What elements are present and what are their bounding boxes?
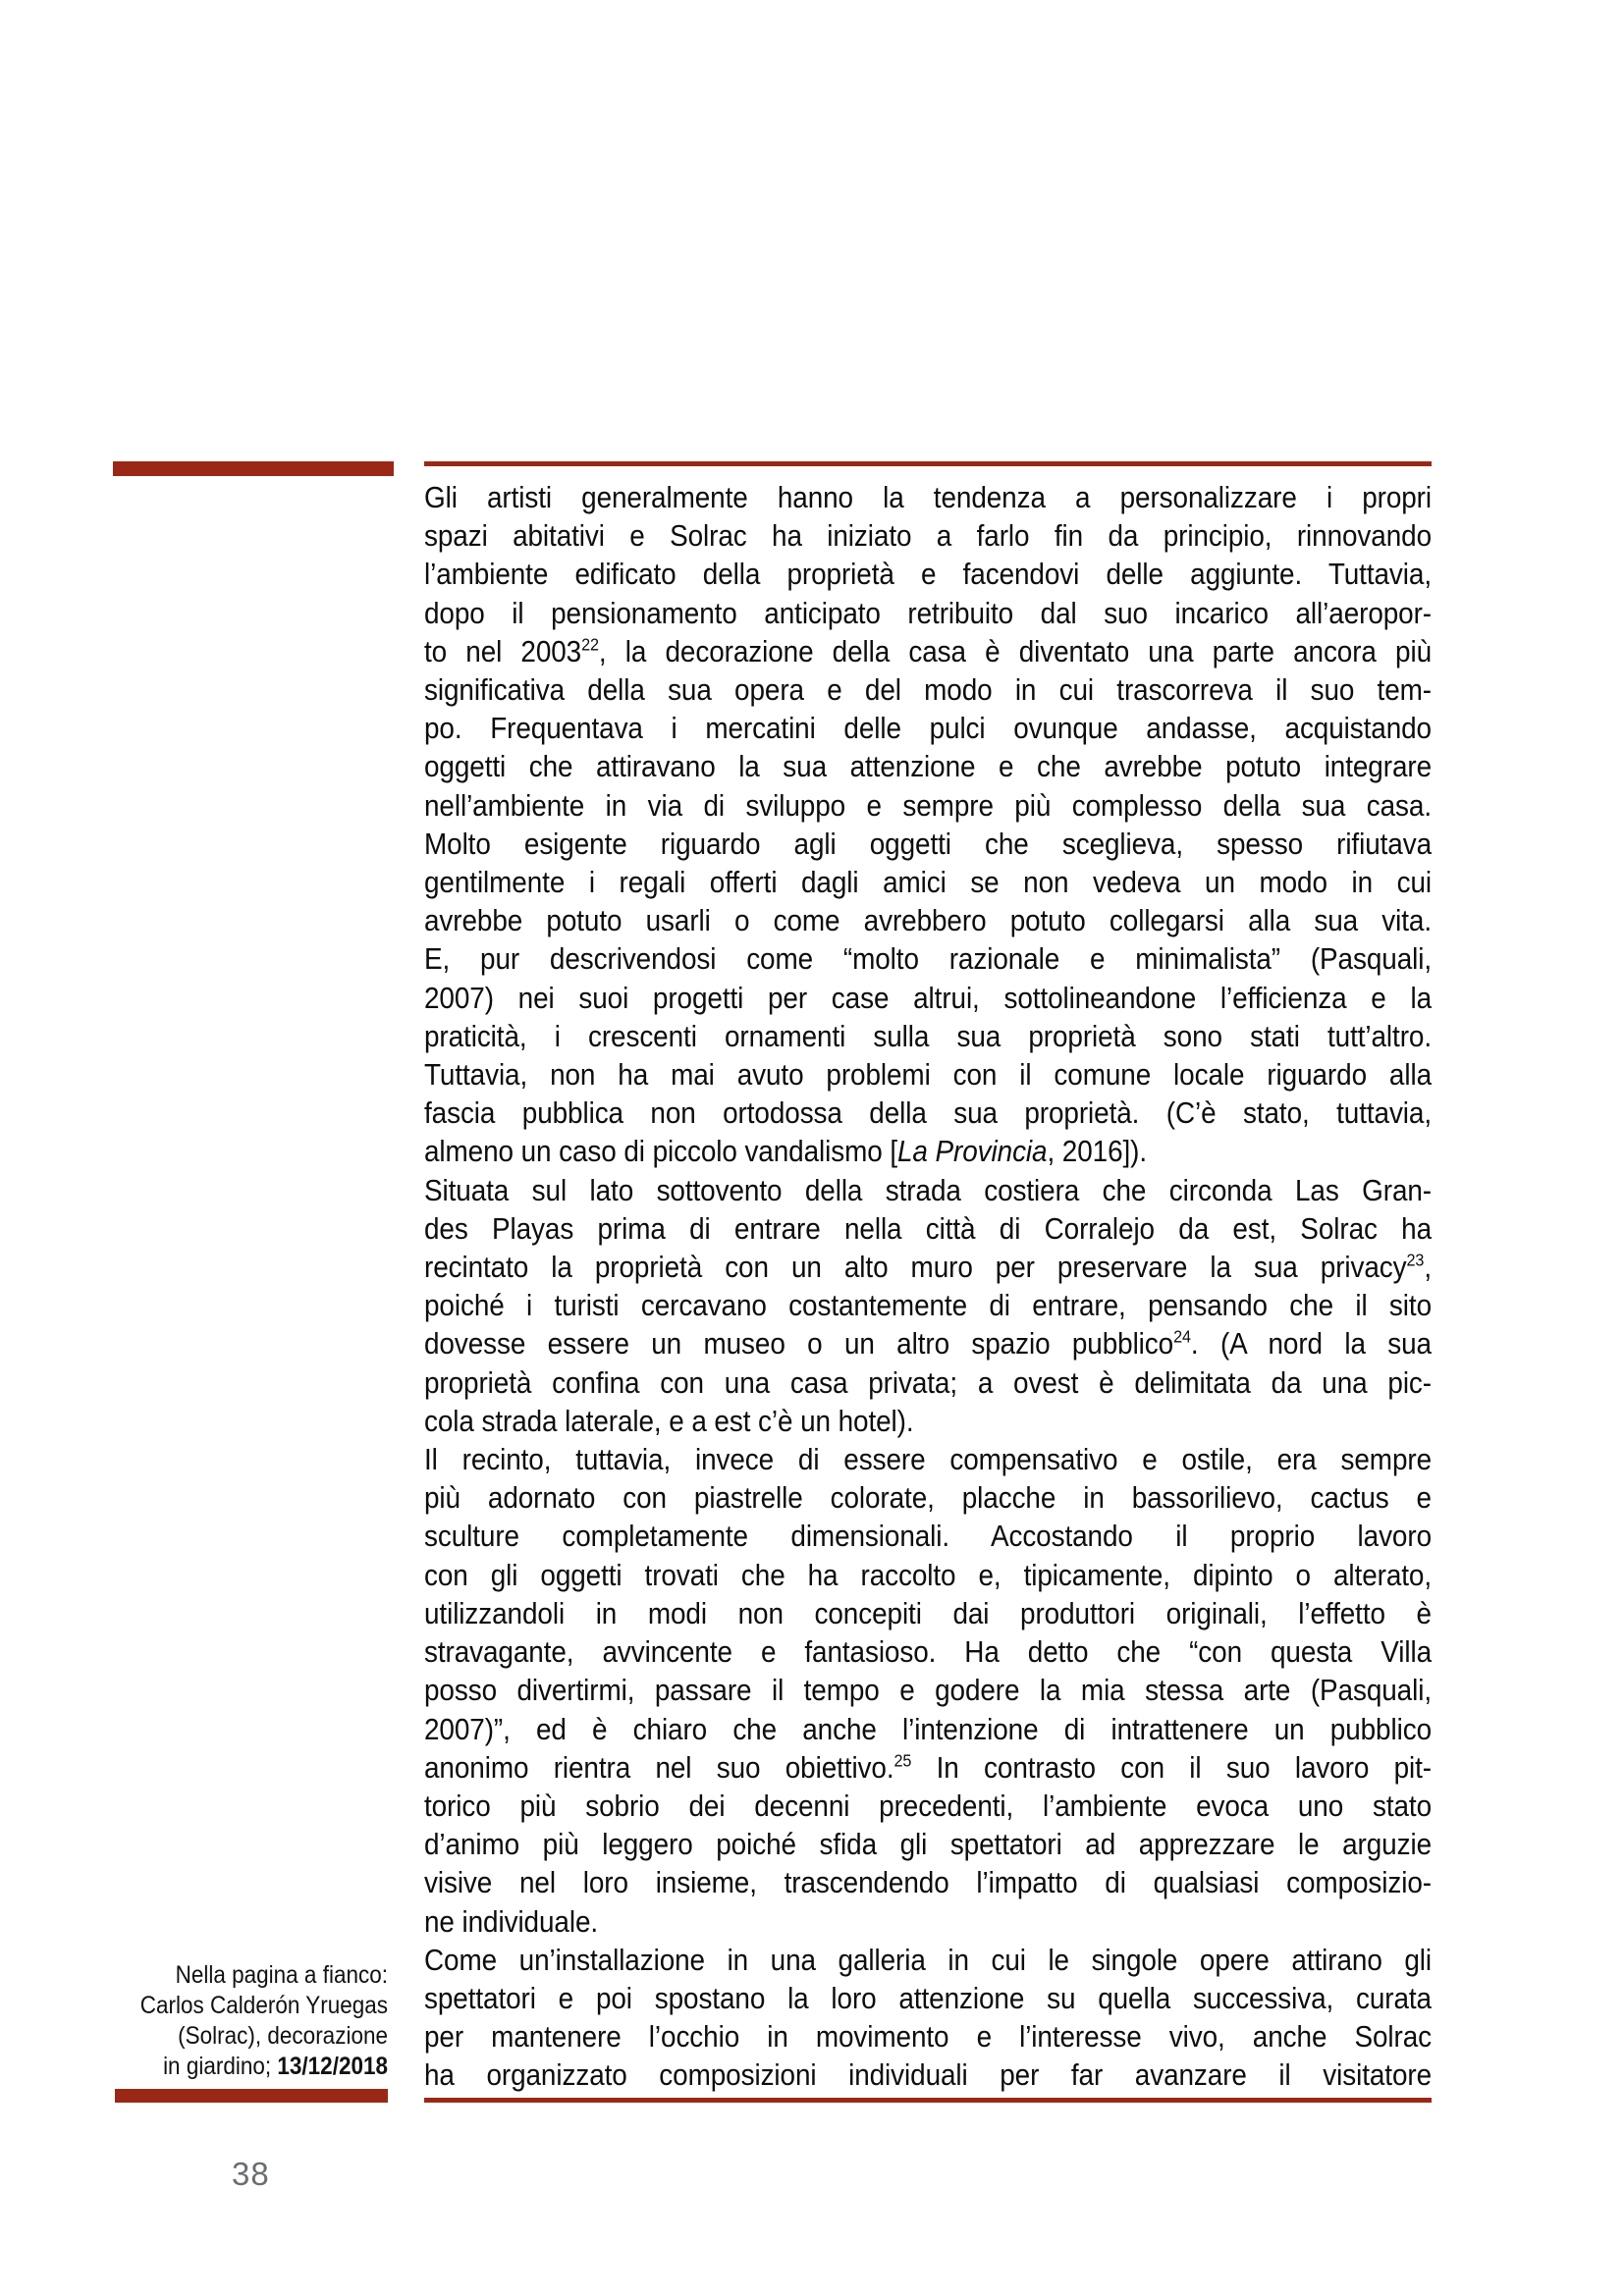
body-line: 2007) nei suoi progetti per case altrui, sottolineandone l’efficienza e la — [424, 980, 1432, 1015]
text-column-bottom-rule — [424, 2098, 1432, 2103]
body-line: dopo il pensionamento anticipato retribuito dal suo incarico all’aeropor- — [424, 595, 1432, 630]
body-line: po. Frequentava i mercatini delle pulci ovunque andasse, acquistando — [424, 711, 1432, 746]
body-line: per mantenere l’occhio in movimento e l’interesse vivo, anche Solrac — [424, 2019, 1432, 2055]
body-line: spazi abitativi e Solrac ha iniziato a farlo fin da principio, rinnovando — [424, 518, 1432, 554]
body-line: Come un’installazione in una galleria in cui le singole opere attirano gli — [424, 1942, 1432, 1977]
caption-line: Carlos Calderón Yruegas — [139, 1992, 388, 2019]
body-line: cola strada laterale, e a est c’è un hotel). — [424, 1403, 914, 1438]
body-line: più adornato con piastrelle colorate, placche in bassorilievo, cactus e — [424, 1480, 1432, 1516]
body-line: ne individuale. — [424, 1903, 599, 1939]
body-line: gentilmente i regali offerti dagli amici se non vedeva un modo in cui — [424, 865, 1432, 900]
caption-line: (Solrac), decorazione — [178, 2022, 388, 2050]
body-line: anonimo rientra nel suo obiettivo.$^{25}$ In contrasto con il suo lavoro pit- — [424, 1749, 1432, 1785]
page-number: 38 — [232, 2156, 270, 2192]
body-line: Il recinto, tuttavia, invece di essere compensativo e ostile, era sempre — [424, 1442, 1432, 1477]
body-line: dovesse essere un museo o un altro spazio pubblico$^{24}$. (A nord la sua — [424, 1326, 1432, 1362]
caption-line: Nella pagina a fianco: — [175, 1961, 388, 1989]
photo-caption — [59, 1960, 388, 2082]
caption-line: in giardino; 13/12/2018 — [163, 2053, 388, 2080]
body-line: oggetti che attiravano la sua attenzione e che avrebbe potuto integrare — [424, 749, 1432, 784]
body-text — [424, 478, 1432, 2095]
body-line: poiché i turisti cercavano costantemente di entrare, pensando che il sito — [424, 1288, 1432, 1323]
body-line: to nel 2003$^{22}$, la decorazione della casa è diventato una parte ancora più — [424, 633, 1432, 668]
section-marker-bar-top — [113, 461, 394, 476]
body-line: fascia pubblica non ortodossa della sua proprietà. (C’è stato, tuttavia, — [424, 1095, 1432, 1131]
body-line: posso divertirmi, passare il tempo e godere la mia stessa arte (Pasquali, — [424, 1673, 1432, 1708]
body-line: Tuttavia, non ha mai avuto problemi con il comune locale riguardo alla — [424, 1057, 1432, 1093]
body-line: sculture completamente dimensionali. Accostando il proprio lavoro — [424, 1519, 1432, 1554]
body-line: recintato la proprietà con un alto muro per preservare la sua privacy$^{23}$, — [424, 1250, 1432, 1285]
body-line: proprietà confina con una casa privata; a ovest è delimitata da una pic- — [424, 1364, 1432, 1400]
body-line: l’ambiente edificato della proprietà e facendovi delle aggiunte. Tuttavia, — [424, 557, 1432, 592]
body-line: Situata sul lato sottovento della strada costiera che circonda Las Gran- — [424, 1172, 1432, 1207]
body-line: des Playas prima di entrare nella città di Corralejo da est, Solrac ha — [424, 1210, 1432, 1246]
body-line: praticità, i crescenti ornamenti sulla sua proprietà sono stati tutt’altro. — [424, 1018, 1432, 1053]
body-line: significativa della sua opera e del modo in cui trascorreva il suo tem- — [424, 672, 1432, 708]
body-line: Gli artisti generalmente hanno la tendenza a personalizzare i propri — [424, 480, 1432, 514]
body-line: ha organizzato composizioni individuali per far avanzare il visitatore — [424, 2057, 1432, 2093]
body-line: visive nel loro insieme, trascendendo l’impatto di qualsiasi composizio- — [424, 1865, 1432, 1900]
body-line: torico più sobrio dei decenni precedenti, l’ambiente evoca uno stato — [424, 1788, 1432, 1823]
body-line: d’animo più leggero poiché sfida gli spettatori ad apprezzare le arguzie — [424, 1827, 1432, 1862]
body-line: spettatori e poi spostano la loro attenzione su quella successiva, curata — [424, 1980, 1432, 2015]
body-line: utilizzandoli in modi non concepiti dai produttori originali, l’effetto è — [424, 1595, 1432, 1630]
body-text-column — [424, 478, 1432, 2095]
caption-marker-bar — [115, 2089, 388, 2103]
body-line: Molto esigente riguardo agli oggetti che sceglieva, spesso rifiutava — [424, 826, 1432, 861]
body-line: 2007)”, ed è chiaro che anche l’intenzione di intrattenere un pubblico — [424, 1711, 1432, 1746]
body-line: stravagante, avvincente e fantasioso. Ha detto che “con questa Villa — [424, 1634, 1432, 1670]
text-column-top-rule — [424, 461, 1432, 466]
body-line: almeno un caso di piccolo vandalismo [La Provincia, 2016]). — [424, 1134, 1148, 1169]
body-line: con gli oggetti trovati che ha raccolto e, tipicamente, dipinto o alterato, — [424, 1557, 1432, 1592]
body-line: E, pur descrivendosi come “molto razionale e minimalista” (Pasquali, — [424, 941, 1432, 977]
body-line: avrebbe potuto usarli o come avrebbero potuto collegarsi alla sua vita. — [424, 903, 1432, 938]
body-line: nell’ambiente in via di sviluppo e sempre più complesso della sua casa. — [424, 787, 1432, 823]
